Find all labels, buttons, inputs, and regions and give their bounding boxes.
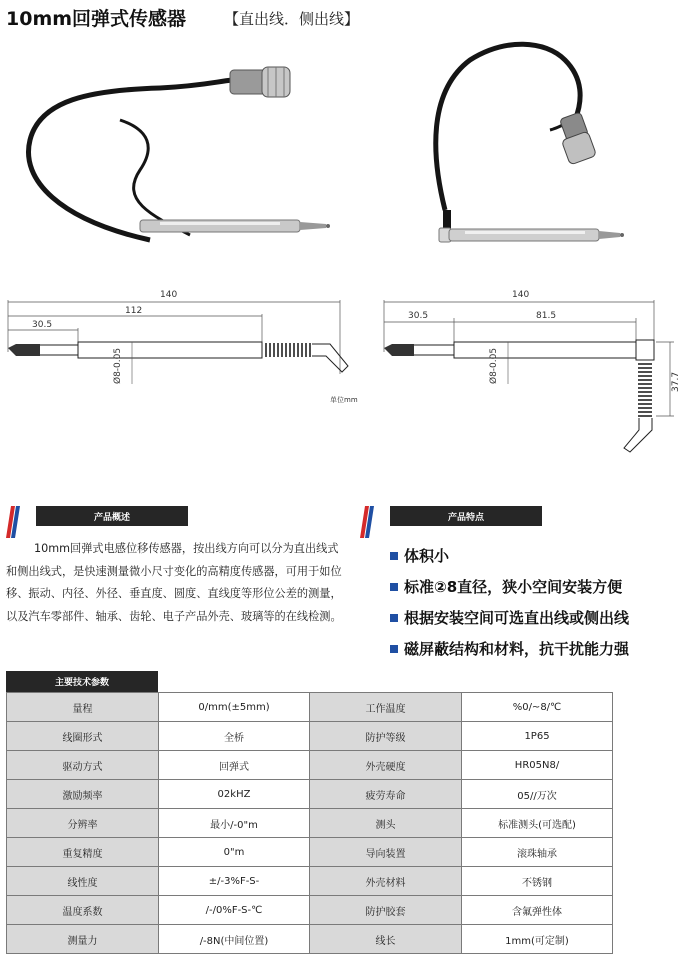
spec-key: 外壳材料 [310, 867, 462, 896]
features-flag-icon [360, 506, 374, 538]
side-dim-side-label: 37.7 [671, 371, 681, 392]
side-outlet-sensor-photo [415, 30, 670, 270]
specs-table [6, 692, 613, 954]
features-list [390, 540, 629, 664]
spec-value: %0/~8/℃ [462, 693, 613, 722]
feature-item [390, 540, 629, 571]
page-subtitle: 【直出线．侧出线】 [224, 10, 360, 28]
spec-key: 温度系数 [7, 896, 159, 925]
spec-key: 疲劳寿命 [310, 780, 462, 809]
spec-key: 激励频率 [7, 780, 159, 809]
table-row [7, 867, 613, 896]
side-dim-overall-label: 140 [512, 290, 530, 300]
table-row [7, 722, 613, 751]
feature-text: 磁屏蔽结构和材料，抗干扰能力强 [404, 640, 630, 658]
feature-text: 体积小 [404, 547, 450, 565]
side-dim-tip-label: 30.5 [408, 311, 429, 321]
spec-value: 滚珠轴承 [462, 838, 613, 867]
side-diameter-label: Ø8-0.05 [489, 347, 499, 384]
spec-key: 驱动方式 [7, 751, 159, 780]
feature-item [390, 633, 629, 664]
table-row [7, 780, 613, 809]
spec-value: 回弹式 [159, 751, 310, 780]
bullet-square-icon [390, 614, 398, 622]
spec-value: 1mm(可定制) [462, 925, 613, 954]
features-heading: 产品特点 [390, 506, 542, 526]
spec-value: 最小/-0"m [159, 809, 310, 838]
straight-outlet-sensor-photo [0, 30, 370, 270]
spec-value: 0"m [159, 838, 310, 867]
spec-value: 标准测头(可选配) [462, 809, 613, 838]
spec-key: 线性度 [7, 867, 159, 896]
spec-key: 量程 [7, 693, 159, 722]
spec-key: 工作温度 [310, 693, 462, 722]
straight-outlet-drawing [0, 284, 370, 410]
spec-value: HR05N8/ [462, 751, 613, 780]
specs-heading: 主要技术参数 [6, 671, 158, 692]
overview-paragraph: 10mm回弹式电感位移传感器，按出线方向可以分为直出线式和侧出线式，是快速测量微小尺寸变化的高精度传感器，可用于如位移、振动、内径、外径、垂直度、圆度、直线度等形位公差的测量，以及汽车零部件、轴承、齿轮、电子产品外壳、玻璃等的在线检测。 [6, 542, 342, 623]
spec-key: 防护等级 [310, 722, 462, 751]
spec-value: 全桥 [159, 722, 310, 751]
spec-value: ±/-3%F-S- [159, 867, 310, 896]
spec-key: 重复精度 [7, 838, 159, 867]
spec-key: 导向装置 [310, 838, 462, 867]
dim-overall-label: 140 [160, 290, 178, 300]
spec-value: 0/mm(±5mm) [159, 693, 310, 722]
page-title: 10mm回弹式传感器 [6, 8, 187, 30]
spec-value: 05//万次 [462, 780, 613, 809]
spec-key: 外壳硬度 [310, 751, 462, 780]
spec-value: 不锈钢 [462, 867, 613, 896]
overview-heading: 产品概述 [36, 506, 188, 526]
spec-value: /-8N(中间位置) [159, 925, 310, 954]
spec-value: 02kHZ [159, 780, 310, 809]
table-row [7, 896, 613, 925]
unit-label: 单位mm [330, 396, 358, 404]
overview-flag-icon [6, 506, 20, 538]
table-row [7, 751, 613, 780]
spec-value: /-/0%F-S-℃ [159, 896, 310, 925]
bullet-square-icon [390, 552, 398, 560]
diameter-label: Ø8-0.05 [113, 347, 123, 384]
feature-text: 标准②8直径，狭小空间安装方便 [404, 578, 623, 596]
dim-body-label: 112 [125, 306, 143, 316]
spec-key: 防护胶套 [310, 896, 462, 925]
spec-key: 线长 [310, 925, 462, 954]
spec-key: 线圈形式 [7, 722, 159, 751]
dim-tip-label: 30.5 [32, 320, 53, 330]
table-row [7, 838, 613, 867]
overview-text [6, 538, 344, 628]
feature-text: 根据安装空间可选直出线或侧出线 [404, 609, 630, 627]
spec-value: 1P65 [462, 722, 613, 751]
bullet-square-icon [390, 645, 398, 653]
feature-item [390, 602, 629, 633]
spec-key: 测量力 [7, 925, 159, 954]
spec-key: 分辨率 [7, 809, 159, 838]
table-row [7, 809, 613, 838]
spec-value: 含氟弹性体 [462, 896, 613, 925]
table-row [7, 693, 613, 722]
side-outlet-drawing [378, 284, 681, 460]
side-dim-body-label: 81.5 [536, 311, 557, 321]
feature-item [390, 571, 629, 602]
spec-key: 测头 [310, 809, 462, 838]
bullet-square-icon [390, 583, 398, 591]
table-row [7, 925, 613, 954]
